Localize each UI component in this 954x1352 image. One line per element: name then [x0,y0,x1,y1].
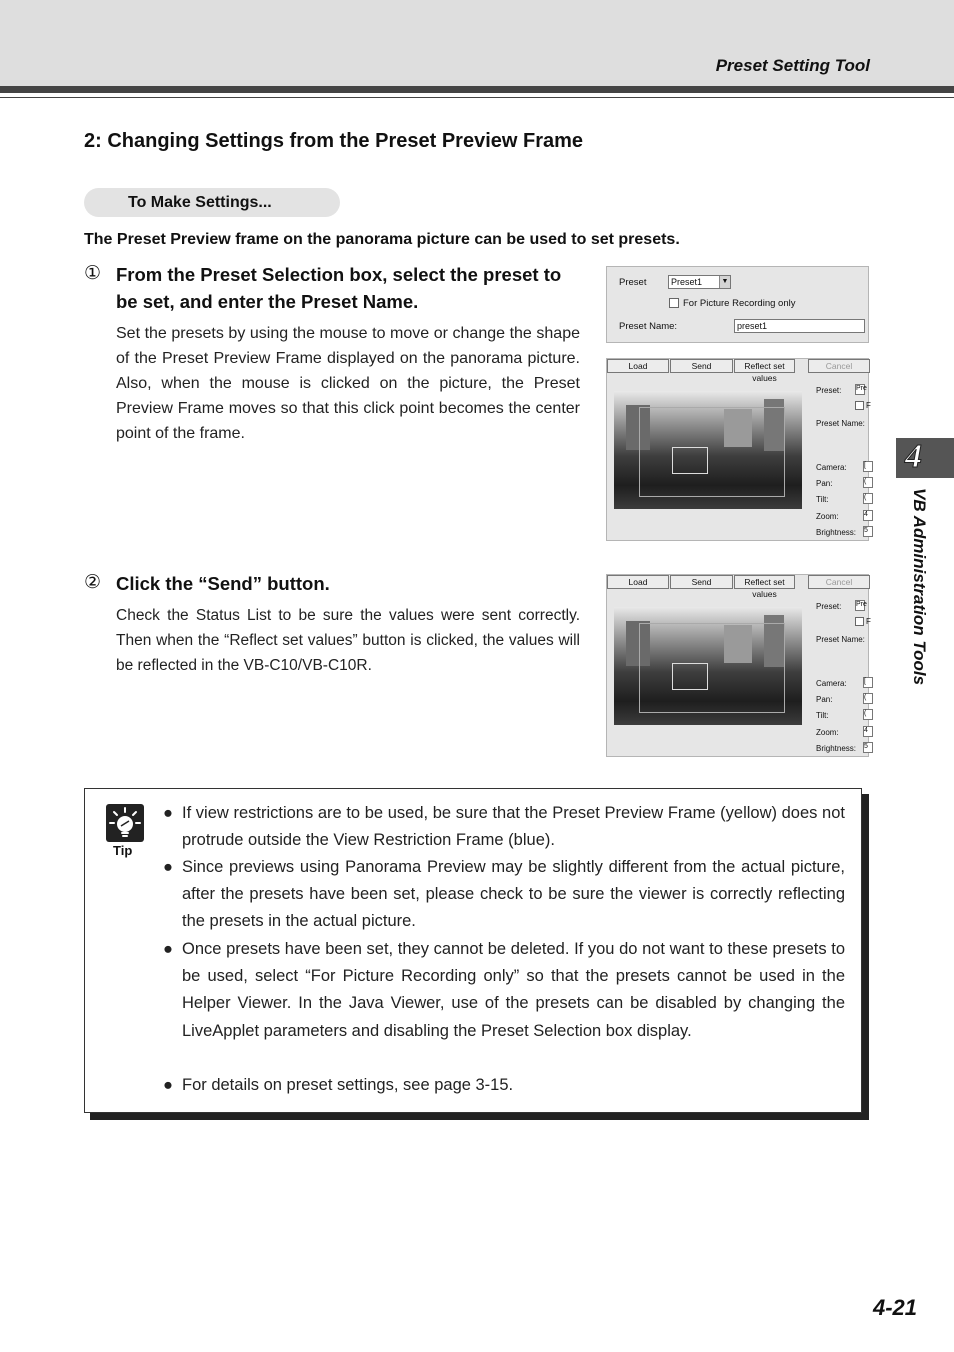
camera-field[interactable]: [ [863,677,873,688]
preset-field[interactable]: Pre [855,600,865,611]
chapter-title: VB Administration Tools [910,488,929,686]
preset-select-value: Preset1 [671,277,703,287]
preset-name-value: preset1 [737,321,768,331]
tip-item [163,854,845,936]
pan-label: Pan: [816,695,833,704]
tip-item [163,1072,845,1099]
camera-label: Camera: [816,679,847,688]
preset-label: Preset: [816,602,842,611]
brightness-label: Brightness: [816,528,857,537]
bullet-icon: ● [163,940,173,958]
brightness-field[interactable]: 5 [863,742,873,753]
preset-checkbox-label: F [866,617,871,626]
tilt-label: Tilt: [816,495,829,504]
preset-field[interactable]: Pre [855,384,865,395]
preset-name-label: Preset Name: [816,635,865,644]
pan-field[interactable]: ( [863,477,873,488]
load-button[interactable]: Load [607,575,669,589]
preset-checkbox[interactable] [855,617,864,626]
camera-label: Camera: [816,463,847,472]
panorama-picture[interactable] [614,391,802,509]
tip-item-text: For details on preset settings, see page 3-15. [182,1076,514,1094]
running-header: Preset Setting Tool [715,56,870,75]
preset-preview-frame[interactable] [672,447,708,474]
send-button[interactable]: Send [670,575,733,589]
cancel-button[interactable]: Cancel [808,359,870,373]
reflect-set-values-button[interactable]: Reflect set values [734,359,795,373]
view-restriction-frame [639,407,785,497]
step-1-number: ① [84,263,102,284]
picture-recording-checkbox[interactable] [669,298,679,308]
step-2-number: ② [84,572,102,593]
bullet-icon: ● [163,1076,173,1094]
preset-dialog-screenshot [606,266,869,343]
step-1-body: Set the presets by using the mouse to move or change the shape of the Preset Preview Frame displayed on the panorama picture. Also, when the mouse is clicked on the picture, the Preset Preview Frame moves so that this click point becomes the center point of the frame. [116,325,580,442]
reflect-set-values-button[interactable]: Reflect set values [734,575,795,589]
zoom-field[interactable]: 4 [863,510,873,521]
intro-text: The Preset Preview frame on the panorama picture can be used to set presets. [84,231,680,248]
tilt-field[interactable]: ( [863,709,873,720]
preset-name-label: Preset Name: [816,419,865,428]
tip-item [163,936,845,1045]
view-restriction-frame [639,623,785,713]
preset-label: Preset [619,277,647,288]
picture-recording-label: For Picture Recording only [683,298,796,309]
zoom-field[interactable]: 4 [863,726,873,737]
tilt-label: Tilt: [816,711,829,720]
panorama-picture[interactable] [614,607,802,725]
tip-item-text: Since previews using Panorama Preview may be slightly different from the actual picture, after the presets have been set, please check to be sure the viewer is correctly reflecting the presets in the actual picture. [182,858,845,931]
brightness-label: Brightness: [816,744,857,753]
brightness-field[interactable]: 5 [863,526,873,537]
preset-checkbox-label: F [866,401,871,410]
preset-label: Preset: [816,386,842,395]
cancel-button[interactable]: Cancel [808,575,870,589]
preset-preview-frame[interactable] [672,663,708,690]
step-2-heading: Click the “Send” button. [116,573,330,594]
tilt-field[interactable]: ( [863,493,873,504]
tip-item-text: Once presets have been set, they cannot be deleted. If you do not want to these presets to be used, select “For Picture Recording only” so that the presets cannot be used in the Helper Viewer. In the Java Viewer, use of the presets can be disabled by changing the LiveApplet parameters and disabling the Preset Selection box display. [182,940,845,1040]
tip-item-text: If view restrictions are to be used, be sure that the Preset Preview Frame (yellow) does not protrude outside the View Restriction Frame (blue). [182,804,845,850]
send-button[interactable]: Send [670,359,733,373]
section-title: 2: Changing Settings from the Preset Preview Frame [84,130,584,152]
preset-name-label: Preset Name: [619,321,678,332]
page-number: 4-21 [873,1295,918,1320]
chapter-number: 4 [905,438,922,475]
bullet-icon: ● [163,858,173,876]
pan-field[interactable]: ( [863,693,873,704]
preset-checkbox[interactable] [855,401,864,410]
zoom-label: Zoom: [816,728,839,737]
chevron-down-icon: ▼ [719,276,730,288]
zoom-label: Zoom: [816,512,839,521]
camera-field[interactable]: [ [863,461,873,472]
lightbulb-icon [106,804,144,842]
tool-panel-screenshot-2 [606,574,869,757]
tool-panel-screenshot-1 [606,358,869,541]
bullet-icon: ● [163,804,173,822]
step-2-body: Check the Status List to be sure the values were sent correctly. Then when the “Reflect set values” button is clicked, the values will be reflected in the VB-C10/VB-C10R. [116,607,580,674]
header-rule-thick [0,86,954,93]
preset-name-input[interactable] [734,319,865,333]
pan-label: Pan: [816,479,833,488]
subsection-label: To Make Settings... [128,194,272,211]
subsection-pill [84,188,340,217]
tip-label: Tip [113,843,133,858]
tip-item [163,800,845,854]
load-button[interactable]: Load [607,359,669,373]
step-1-heading: From the Preset Selection box, select the preset to be set, and enter the Preset Name. [116,264,562,312]
header-rule-thin [0,97,954,98]
preset-select[interactable] [668,275,731,289]
